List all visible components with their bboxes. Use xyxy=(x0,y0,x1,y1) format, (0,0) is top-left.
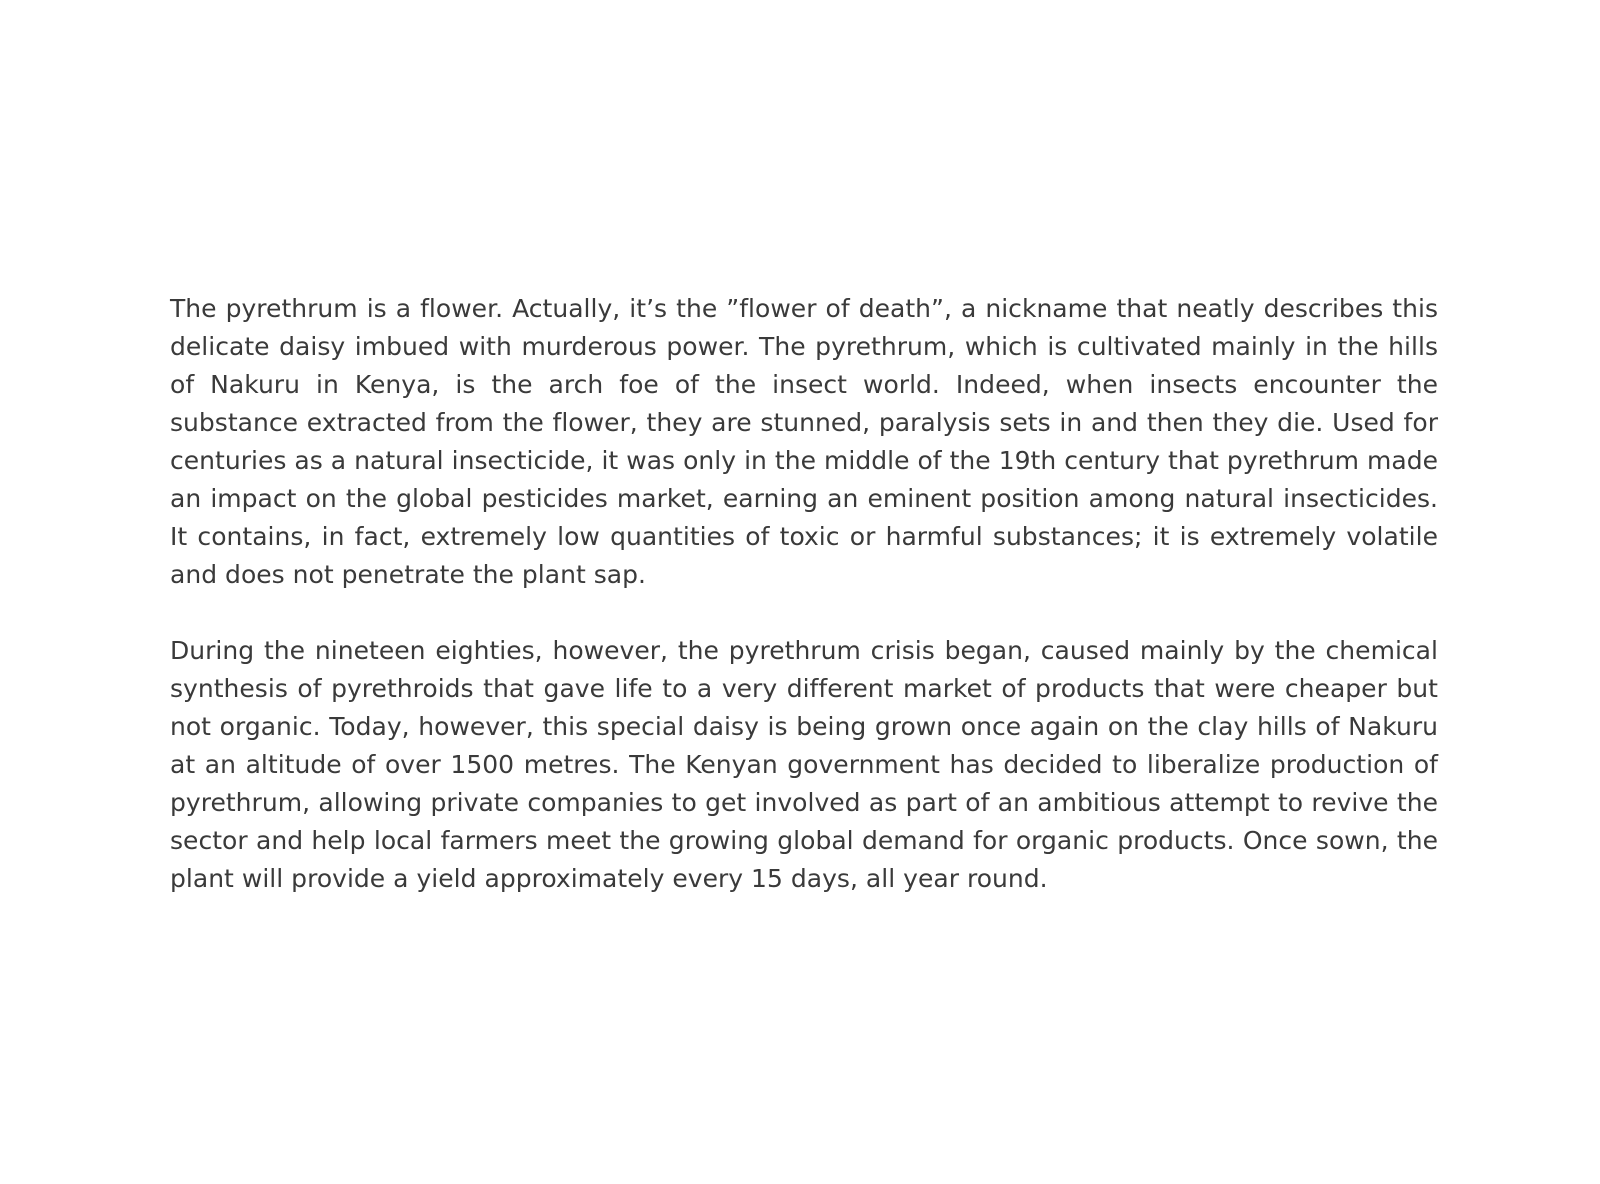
paragraph-pyrethrum-intro: The pyrethrum is a flower. Actually, it’s the ”flower of death”, a nickname that neatly describes this delicate daisy imbued with murderous power. The pyrethrum, which is cultivated mainly in the hills of Nakuru in Kenya, is the arch foe of the insect world. Indeed, when insects encounter the substance extracted from the flower, they are stunned, paralysis sets in and then they die. Used for centuries as a natural insecticide, it was only in the middle of the 19th century that pyrethrum made an impact on the global pesticides market, earning an eminent position among natural insecticides. It contains, in fact, extremely low quantities of toxic or harmful substances; it is extremely volatile and does not penetrate the plant sap. xyxy=(170,294,1438,589)
article-body xyxy=(170,290,1438,898)
paragraph-pyrethrum-crisis: During the nineteen eighties, however, the pyrethrum crisis began, caused mainly by the chemical synthesis of pyrethroids that gave life to a very different market of products that were cheaper but not organic. Today, however, this special daisy is being grown once again on the clay hills of Nakuru at an altitude of over 1500 metres. The Kenyan government has decided to liberalize production of pyrethrum, allowing private companies to get involved as part of an ambitious attempt to revive the sector and help local farmers meet the growing global demand for organic products. Once sown, the plant will provide a yield approximately every 15 days, all year round. xyxy=(170,636,1438,893)
